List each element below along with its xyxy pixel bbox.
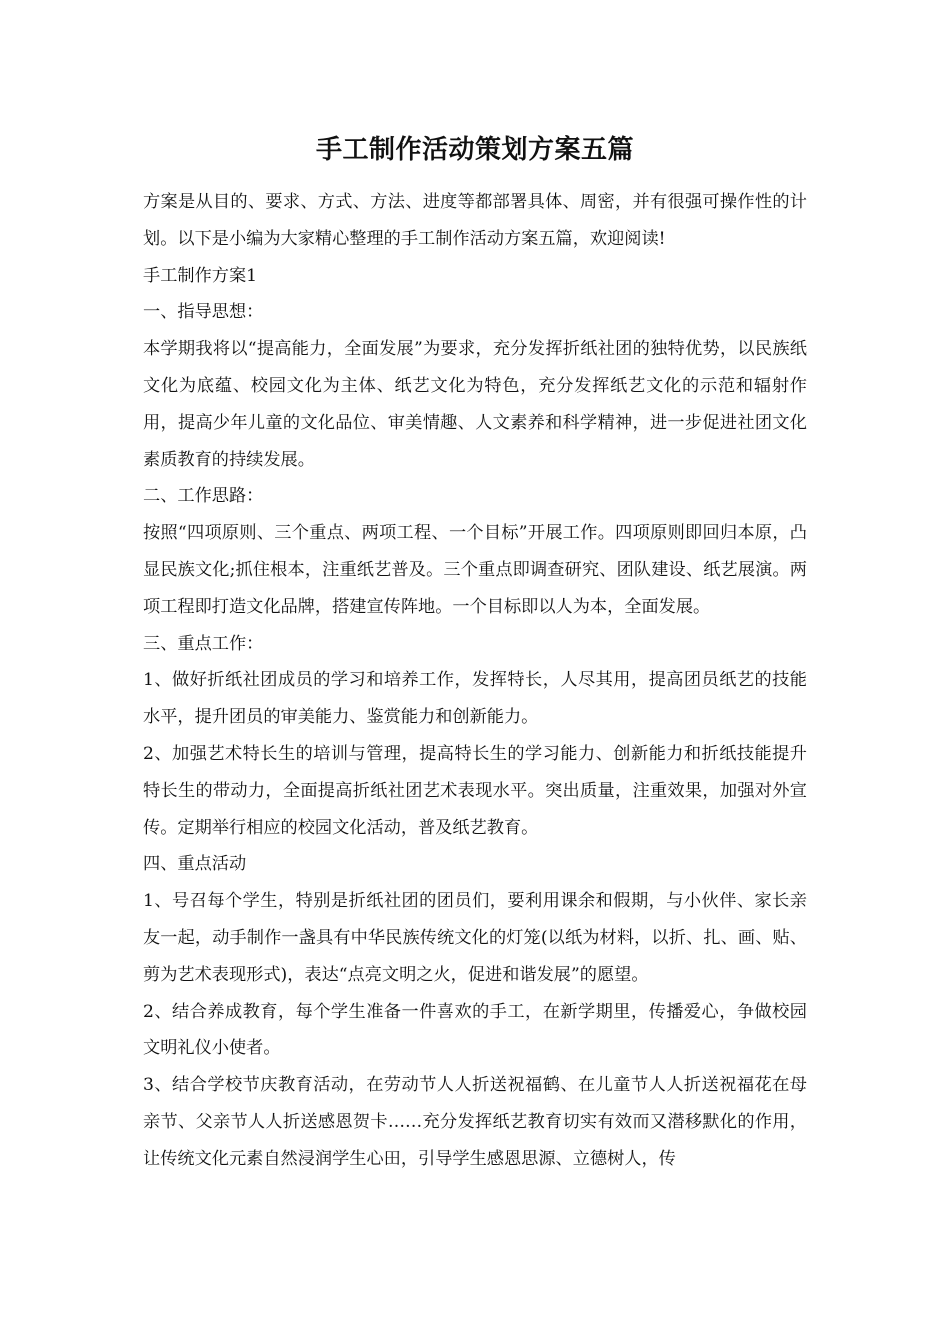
section-heading-plan-1: 手工制作方案1 <box>143 265 258 286</box>
list-item-activity-2: 2、结合养成教育，每个学生准备一件喜欢的手工，在新学期里，传播爱心，争做校园文明礼仪小使者。 <box>143 1001 807 1059</box>
section-heading-work-ideas: 二、工作思路： <box>143 486 264 507</box>
section-heading-key-activities: 四、重点活动 <box>143 854 247 875</box>
list-item-key-work-2: 2、加强艺术特长生的培训与管理，提高特长生的学习能力、创新能力和折纸技能提升特长生的带动力，全面提高折纸社团艺术表现水平。突出质量，注重效果，加强对外宣传。定期举行相应的校园文化活动，普及纸艺教育。 <box>143 743 807 838</box>
document-body <box>143 130 807 1178</box>
list-item-activity-1: 1、号召每个学生，特别是折纸社团的团员们，要利用课余和假期，与小伙伴、家长亲友一起，动手制作一盏具有中华民族传统文化的灯笼(以纸为材料，以折、扎、画、贴、剪为艺术表现形式)，表达“点亮文明之火，促进和谐发展”的愿望。 <box>143 891 807 985</box>
document-title: 手工制作活动策划方案五篇 <box>315 135 634 165</box>
section-heading-key-work: 三、重点工作： <box>143 633 264 654</box>
paragraph-work-ideas: 按照“四项原则、三个重点、两项工程、一个目标”开展工作。四项原则即回归本原，凸显民族文化;抓住根本，注重纸艺普及。三个重点即调查研究、团队建设、纸艺展演。两项工程即打造文化品牌，搭建宣传阵地。一个目标即以人为本，全面发展。 <box>143 523 807 617</box>
list-item-activity-3: 3、结合学校节庆教育活动，在劳动节人人折送祝福鹤、在儿童节人人折送祝福花在母亲节、父亲节人人折送感恩贺卡……充分发挥纸艺教育切实有效而又潜移默化的作用，让传统文化元素自然浸润学生心田，引导学生感恩思源、立德树人，传 <box>143 1075 807 1169</box>
section-heading-guiding-thought: 一、指导思想： <box>143 302 264 323</box>
intro-paragraph: 方案是从目的、要求、方式、方法、进度等都部署具体、周密，并有很强可操作性的计划。以下是小编为大家精心整理的手工制作活动方案五篇，欢迎阅读! <box>143 192 807 249</box>
paragraph-guiding-thought: 本学期我将以“提高能力，全面发展”为要求，充分发挥折纸社团的独特优势，以民族纸文化为底蕴、校园文化为主体、纸艺文化为特色，充分发挥纸艺文化的示范和辐射作用，提高少年儿童的文化品位、审美情趣、人文素养和科学精神，进一步促进社团文化素质教育的持续发展。 <box>143 339 807 470</box>
list-item-key-work-1: 1、做好折纸社团成员的学习和培养工作，发挥特长，人尽其用，提高团员纸艺的技能水平，提升团员的审美能力、鉴赏能力和创新能力。 <box>143 670 807 728</box>
